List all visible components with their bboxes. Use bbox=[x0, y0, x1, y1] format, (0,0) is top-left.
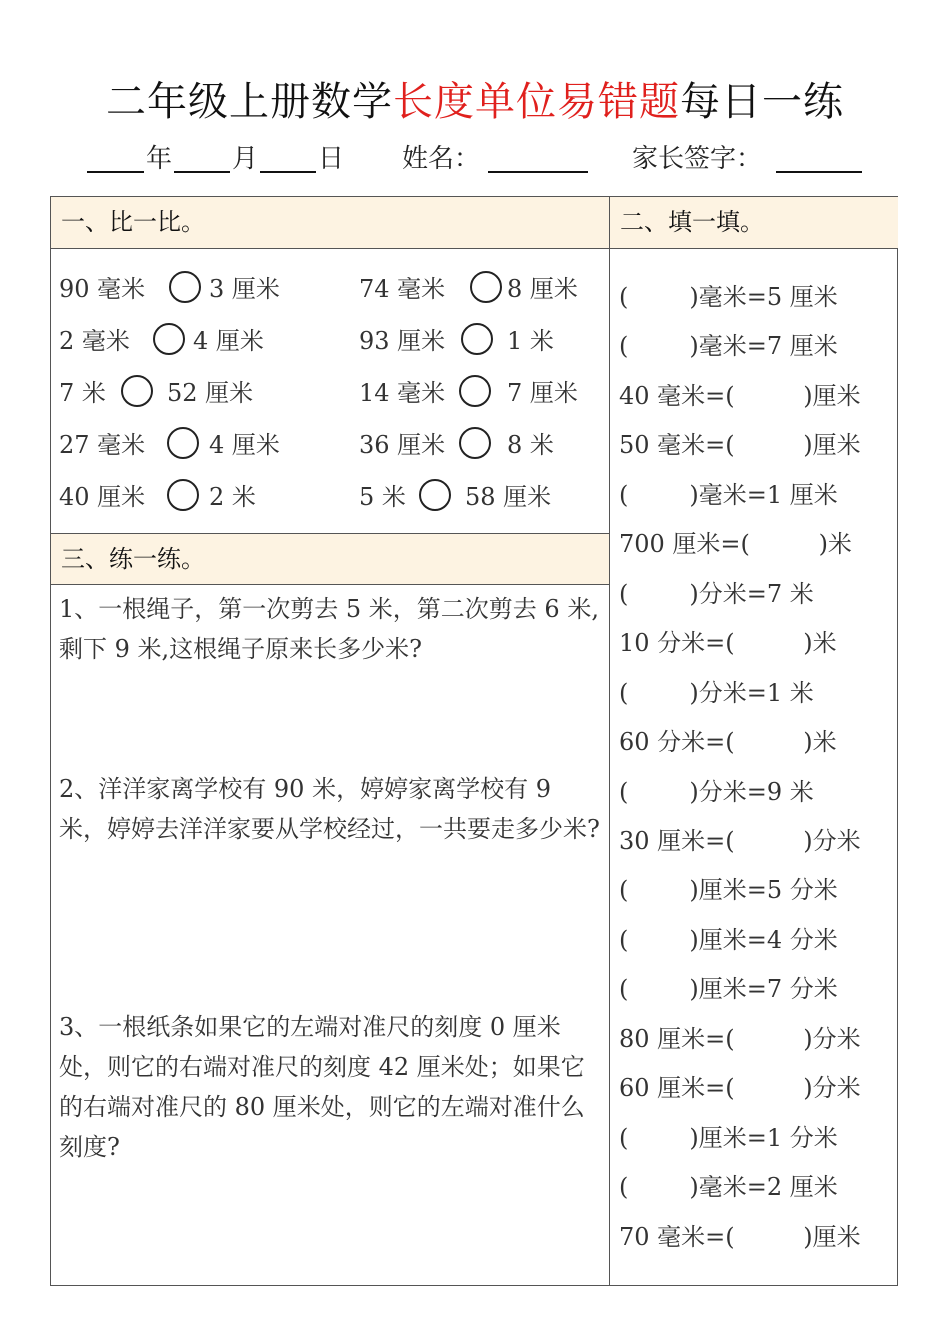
compare-left-a: 90 毫米 bbox=[59, 275, 146, 303]
fill-item[interactable]: ( )分米=9 米 bbox=[619, 778, 814, 806]
fill-item[interactable]: 60 厘米=( )分米 bbox=[619, 1074, 861, 1102]
compare-left-b: 4 厘米 bbox=[209, 431, 280, 459]
compare-left-a: 7 米 bbox=[59, 379, 106, 407]
fill-item[interactable]: ( )毫米=1 厘米 bbox=[619, 481, 838, 509]
compare-right-b: 8 米 bbox=[507, 431, 554, 459]
word-problem-3: 3、一根纸条如果它的左端对准尺的刻度 0 厘米处，则它的右端对准尺的刻度 42 厘米处；如果它的右端对准尺的 80 厘米处，则它的左端对准什么刻度? bbox=[59, 1013, 585, 1161]
section2-heading: 二、填一填。 bbox=[610, 197, 898, 249]
compare-circle[interactable] bbox=[167, 479, 199, 511]
day-label: 日 bbox=[318, 144, 345, 174]
title-suffix: 每日一练 bbox=[680, 79, 844, 125]
compare-right-a: 93 厘米 bbox=[359, 327, 446, 355]
fill-item[interactable]: ( )毫米=5 厘米 bbox=[619, 283, 838, 311]
compare-left-b: 3 厘米 bbox=[209, 275, 280, 303]
worksheet-table bbox=[50, 196, 898, 1286]
fill-item[interactable]: ( )毫米=2 厘米 bbox=[619, 1173, 838, 1201]
fill-item[interactable]: ( )分米=7 米 bbox=[619, 580, 814, 608]
fill-item[interactable]: ( )厘米=1 分米 bbox=[619, 1124, 838, 1152]
compare-circle[interactable] bbox=[470, 271, 502, 303]
fill-item[interactable]: 40 毫米=( )厘米 bbox=[619, 382, 861, 410]
month-blank[interactable] bbox=[174, 171, 230, 173]
compare-right-b: 7 厘米 bbox=[507, 379, 578, 407]
compare-circle[interactable] bbox=[459, 427, 491, 459]
header-meta-row bbox=[0, 138, 950, 178]
compare-left-b: 4 厘米 bbox=[193, 327, 264, 355]
compare-row bbox=[59, 425, 604, 461]
compare-left-a: 40 厘米 bbox=[59, 483, 146, 511]
name-label: 姓名： bbox=[402, 144, 481, 174]
fill-item[interactable]: ( )厘米=4 分米 bbox=[619, 926, 838, 954]
fill-item[interactable]: 700 厘米=( )米 bbox=[619, 530, 852, 558]
parent-sign-label: 家长签字： bbox=[632, 144, 763, 174]
compare-circle[interactable] bbox=[459, 375, 491, 407]
compare-circle[interactable] bbox=[121, 375, 153, 407]
compare-right-b: 58 厘米 bbox=[465, 483, 552, 511]
year-blank[interactable] bbox=[87, 171, 144, 173]
compare-circle[interactable] bbox=[169, 271, 201, 303]
compare-right-b: 8 厘米 bbox=[507, 275, 578, 303]
fill-item[interactable]: 80 厘米=( )分米 bbox=[619, 1025, 861, 1053]
column-divider bbox=[609, 197, 610, 1285]
compare-circle[interactable] bbox=[461, 323, 493, 355]
compare-circle[interactable] bbox=[167, 427, 199, 459]
year-label: 年 bbox=[146, 144, 173, 174]
compare-right-a: 74 毫米 bbox=[359, 275, 446, 303]
compare-left-a: 27 毫米 bbox=[59, 431, 146, 459]
fill-item[interactable]: ( )厘米=7 分米 bbox=[619, 975, 838, 1003]
parent-sign-blank[interactable] bbox=[776, 171, 862, 173]
compare-right-a: 36 厘米 bbox=[359, 431, 446, 459]
fill-item[interactable]: 50 毫米=( )厘米 bbox=[619, 431, 861, 459]
fill-item[interactable]: 10 分米=( )米 bbox=[619, 629, 837, 657]
day-blank[interactable] bbox=[260, 171, 316, 173]
fill-item[interactable]: ( )厘米=5 分米 bbox=[619, 876, 838, 904]
word-problem-1: 1、一根绳子，第一次剪去 5 米，第二次剪去 6 米,剩下 9 米,这根绳子原来长多少米? bbox=[59, 595, 599, 663]
fill-item[interactable]: ( )分米=1 米 bbox=[619, 679, 814, 707]
compare-right-a: 5 米 bbox=[359, 483, 406, 511]
compare-row bbox=[59, 373, 604, 409]
compare-right-b: 1 米 bbox=[507, 327, 554, 355]
fill-item[interactable]: ( )毫米=7 厘米 bbox=[619, 332, 838, 360]
name-blank[interactable] bbox=[488, 171, 588, 173]
compare-circle[interactable] bbox=[153, 323, 185, 355]
fill-item[interactable]: 30 厘米=( )分米 bbox=[619, 827, 861, 855]
compare-left-b: 2 米 bbox=[209, 483, 256, 511]
compare-left-a: 2 毫米 bbox=[59, 327, 130, 355]
compare-row bbox=[59, 269, 604, 305]
compare-left-b: 52 厘米 bbox=[167, 379, 254, 407]
title-highlight: 长度单位易错题 bbox=[393, 79, 680, 125]
fill-item[interactable]: 70 毫米=( )厘米 bbox=[619, 1223, 861, 1251]
compare-right-a: 14 毫米 bbox=[359, 379, 446, 407]
compare-row bbox=[59, 477, 604, 513]
section3-heading: 三、练一练。 bbox=[51, 533, 609, 585]
compare-row bbox=[59, 321, 604, 357]
month-label: 月 bbox=[232, 144, 259, 174]
fill-item[interactable]: 60 分米=( )米 bbox=[619, 728, 837, 756]
section1-heading: 一、比一比。 bbox=[51, 197, 609, 249]
compare-circle[interactable] bbox=[419, 479, 451, 511]
title-prefix: 二年级上册数学 bbox=[106, 79, 393, 125]
word-problem-2: 2、洋洋家离学校有 90 米，婷婷家离学校有 9 米，婷婷去洋洋家要从学校经过，一共要走多少米? bbox=[59, 775, 600, 843]
page-title bbox=[0, 70, 950, 127]
